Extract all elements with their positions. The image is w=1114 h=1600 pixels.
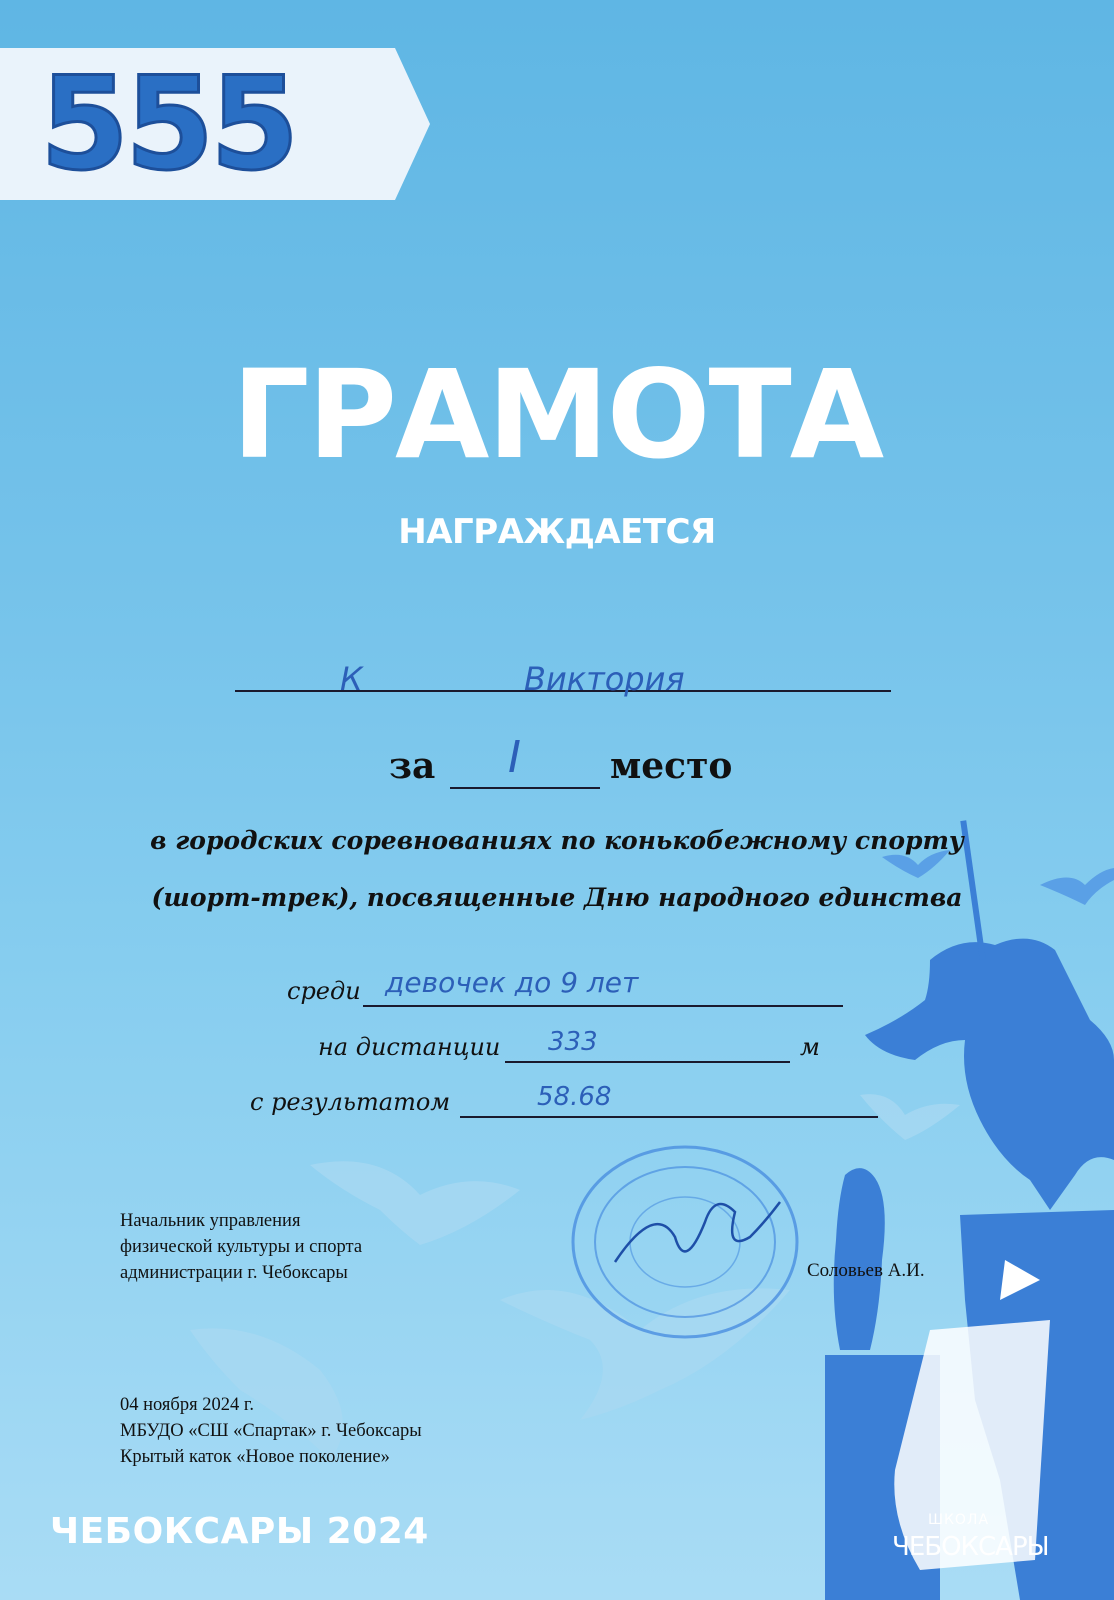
signer-name: Соловьев А.И. <box>807 1260 925 1281</box>
city-year-label: ЧЕБОКСАРЫ 2024 <box>50 1511 429 1552</box>
school-logo-line-1: ШКОЛА <box>928 1512 990 1528</box>
result-underline <box>460 1116 878 1118</box>
place-prefix: за <box>389 745 436 787</box>
footer-info <box>120 1392 422 1470</box>
signer-position-line: Начальник управления <box>120 1211 301 1231</box>
result-label: с результатом <box>250 1088 451 1116</box>
category-value: девочек до 9 лет <box>385 966 639 999</box>
venue-name: Крытый каток «Новое поколение» <box>120 1447 390 1467</box>
signer-position <box>120 1208 362 1286</box>
organization-name: МБУДО «СШ «Спартак» г. Чебоксары <box>120 1421 422 1441</box>
result-value: 58.68 <box>537 1082 612 1112</box>
distance-underline <box>505 1061 790 1063</box>
place-suffix: место <box>610 745 733 787</box>
horseman-shape <box>865 939 1114 1210</box>
place-value: I <box>508 732 521 783</box>
competition-line-1: в городских соревнованиях по конькобежному спорту <box>150 826 964 855</box>
signer-position-line: администрации г. Чебоксары <box>120 1263 348 1283</box>
school-logo-line-2: ЧЕБОКСАРЫ <box>892 1532 1049 1562</box>
place-underline <box>450 787 600 789</box>
distance-value: 333 <box>548 1027 598 1057</box>
distance-label: на дистанции <box>318 1033 501 1061</box>
official-stamp <box>565 1142 805 1342</box>
recipient-name: Виктория <box>524 660 685 698</box>
category-label: среди <box>287 977 361 1005</box>
certificate-title: ГРАМОТА <box>231 344 883 486</box>
distance-unit: м <box>800 1033 820 1061</box>
category-underline <box>363 1005 843 1007</box>
awarded-subtitle: НАГРАЖДАЕТСЯ <box>398 512 716 552</box>
competition-line-2: (шорт-трек), посвященные Дню народного единства <box>151 883 963 912</box>
handwritten-signature <box>615 1202 780 1262</box>
signer-position-line: физической культуры и спорта <box>120 1237 363 1257</box>
issue-date: 04 ноября 2024 г. <box>120 1395 254 1415</box>
recipient-initial: К <box>340 660 363 698</box>
anniversary-logo: 555 <box>40 50 296 199</box>
